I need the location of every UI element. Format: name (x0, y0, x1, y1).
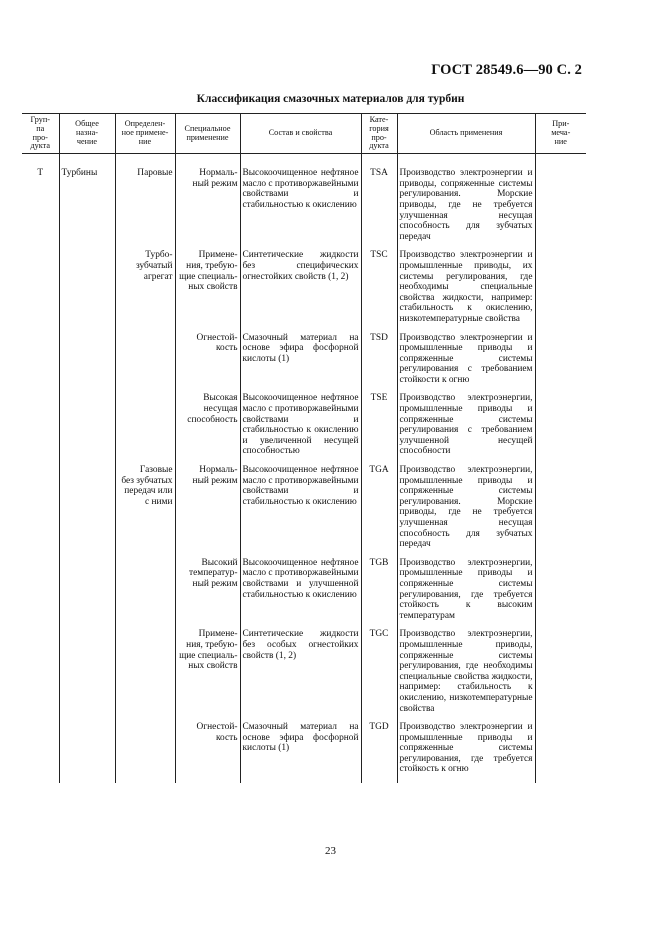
cell-general-purpose (59, 393, 115, 465)
cell-application-area: Производство электроэнергии и промышленные приводы, их системы регулирования, где необходимы специальные свойства жидкости, например: стабильность к окислению, низкотемпературные свойства (397, 250, 535, 332)
cell-product-category: TGB (361, 558, 397, 630)
cell-product-group (22, 558, 59, 630)
table-title: Классификация смазочных материалов для турбин (196, 93, 465, 105)
cell-application-area: Производство электроэнергии и приводы, сопряженные системы регулирования. Морские приводы, где не требуется улучшенная несущая способность для зубчатых передач (397, 168, 535, 250)
cell-special-application: Высокая несущая способность (175, 393, 240, 465)
cell-specific-application (115, 333, 175, 394)
cell-note (535, 333, 586, 394)
cell-product-group (22, 250, 59, 332)
cell-specific-application: Паровые (115, 168, 175, 250)
column-header-group: Груп- па про- дукта (22, 114, 59, 154)
column-header-note: При- меча- ние (535, 114, 586, 154)
cell-application-area: Производство электроэнергии, промышленные приводы и сопряженные системы регулирования. Морские приводы, где не требуется улучшенная несущая способность для зубчатых передач (397, 465, 535, 558)
cell-specific-application: Газовые без зубчатых передач или с ними (115, 465, 175, 558)
column-header-category: Кате- гория про- дукта (361, 114, 397, 154)
cell-general-purpose (59, 250, 115, 332)
cell-product-group (22, 465, 59, 558)
cell-product-group (22, 393, 59, 465)
cell-note (535, 629, 586, 722)
table-row (22, 333, 586, 394)
column-header-area: Область применения (397, 114, 535, 154)
table-row (22, 558, 586, 630)
lubricant-classification-table (22, 113, 586, 783)
table-row (22, 250, 586, 332)
cell-product-group: Т (22, 168, 59, 250)
cell-special-application: Огнестой- кость (175, 333, 240, 394)
cell-product-category: TSC (361, 250, 397, 332)
cell-note (535, 465, 586, 558)
cell-composition: Высокоочищенное нефтяное масло с противоржавейными свойствами и улучшенной стабильностью к окислению (240, 558, 361, 630)
cell-composition: Синтетические жидкости без особых огнестойких свойств (1, 2) (240, 629, 361, 722)
cell-specific-application (115, 722, 175, 783)
cell-general-purpose (59, 333, 115, 394)
cell-note (535, 250, 586, 332)
cell-note (535, 722, 586, 783)
cell-product-category: TSA (361, 168, 397, 250)
table-row (22, 465, 586, 558)
cell-product-category: TSE (361, 393, 397, 465)
cell-application-area: Производство электроэнергии и промышленные приводы и сопряженные системы регулирования с требованием стойкости к огню (397, 333, 535, 394)
cell-product-category: TGA (361, 465, 397, 558)
cell-specific-application (115, 629, 175, 722)
spacer-row (22, 154, 586, 169)
cell-composition: Смазочный материал на основе эфира фосфорной кислоты (1) (240, 722, 361, 783)
cell-product-group (22, 333, 59, 394)
cell-application-area: Производство электроэнергии и промышленные приводы и сопряженные системы регулирования, где требуется стойкость к огню (397, 722, 535, 783)
cell-product-category: TGC (361, 629, 397, 722)
cell-specific-application (115, 558, 175, 630)
table-row (22, 393, 586, 465)
cell-special-application: Примене- ния, требую- щие специаль- ных свойств (175, 629, 240, 722)
cell-composition: Синтетические жидкости без специфических огнестойких свойств (1, 2) (240, 250, 361, 332)
cell-application-area: Производство электроэнергии, промышленные приводы и сопряженные системы регулирования с требованием улучшенной несущей способности (397, 393, 535, 465)
cell-special-application: Примене- ния, требую- щие специаль- ных свойств (175, 250, 240, 332)
document-code-header: ГОСТ 28549.6—90 С. 2 (431, 62, 582, 78)
page-number: 23 (325, 845, 336, 857)
cell-composition: Высокоочищенное нефтяное масло с противоржавейными свойствами и стабильностью к окислению (240, 168, 361, 250)
table-row (22, 629, 586, 722)
cell-note (535, 168, 586, 250)
cell-general-purpose: Турбины (59, 168, 115, 250)
cell-special-application: Нормаль- ный режим (175, 168, 240, 250)
column-header-general: Общее назна- чение (59, 114, 115, 154)
cell-composition: Смазочный материал на основе эфира фосфорной кислоты (1) (240, 333, 361, 394)
cell-application-area: Производство электроэнергии, промышленные приводы и сопряженные системы регулирования, где требуется стойкость к высоким температурам (397, 558, 535, 630)
table-row (22, 722, 586, 783)
table-header-row (22, 114, 586, 154)
column-header-specific: Определен- ное примене- ние (115, 114, 175, 154)
cell-special-application: Нормаль- ный режим (175, 465, 240, 558)
cell-application-area: Производство электроэнергии, промышленные приводы, сопряженные системы регулирования, где необходимы специальные свойства жидкости, например: стабильность к окислению, низкотемпературные свойства (397, 629, 535, 722)
cell-composition: Высокоочищенное нефтяное масло с противоржавейными свойствами и стабильностью к окислению и увеличенной несущей способностью (240, 393, 361, 465)
cell-general-purpose (59, 558, 115, 630)
cell-general-purpose (59, 629, 115, 722)
cell-product-group (22, 629, 59, 722)
cell-product-category: TGD (361, 722, 397, 783)
column-header-special: Специальное применение (175, 114, 240, 154)
cell-product-category: TSD (361, 333, 397, 394)
cell-specific-application (115, 393, 175, 465)
table-row (22, 168, 586, 250)
table-body (22, 154, 586, 783)
cell-composition: Высокоочищенное нефтяное масло с противоржавейными свойствами и стабильностью к окислению (240, 465, 361, 558)
cell-special-application: Огнестой- кость (175, 722, 240, 783)
cell-specific-application: Турбо- зубчатый агрегат (115, 250, 175, 332)
cell-note (535, 558, 586, 630)
cell-special-application: Высокий температур- ный режим (175, 558, 240, 630)
cell-note (535, 393, 586, 465)
cell-general-purpose (59, 722, 115, 783)
cell-general-purpose (59, 465, 115, 558)
cell-product-group (22, 722, 59, 783)
column-header-composition: Состав и свойства (240, 114, 361, 154)
